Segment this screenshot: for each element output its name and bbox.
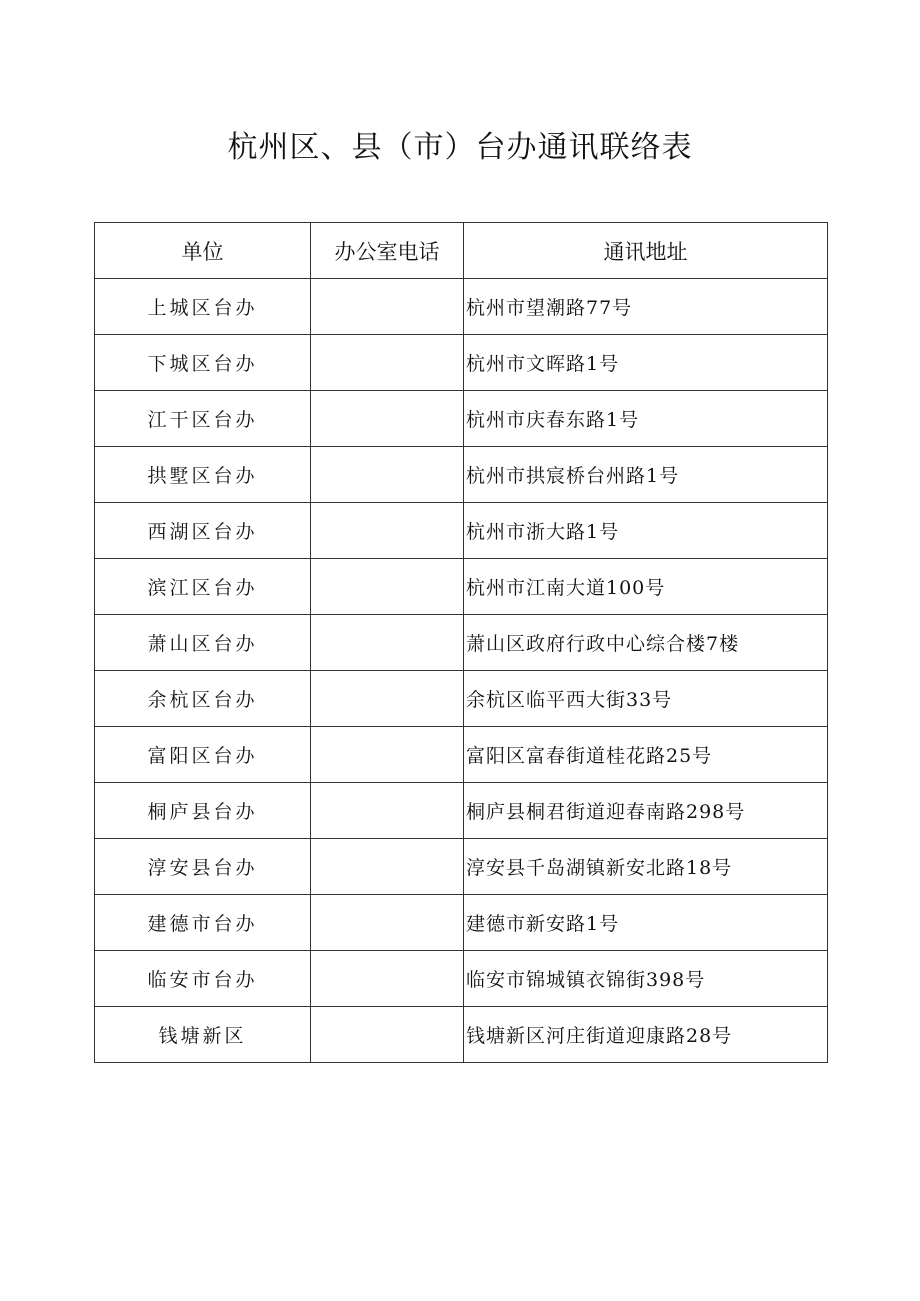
table-row — [95, 727, 828, 783]
table-row — [95, 895, 828, 951]
unit-cell: 江干区台办 — [95, 391, 311, 447]
unit-cell: 桐庐县台办 — [95, 783, 311, 839]
phone-cell — [311, 447, 464, 503]
address-cell: 钱塘新区河庄街道迎康路28号 — [464, 1007, 828, 1063]
unit-cell: 拱墅区台办 — [95, 447, 311, 503]
phone-cell — [311, 559, 464, 615]
unit-cell: 西湖区台办 — [95, 503, 311, 559]
phone-cell — [311, 615, 464, 671]
address-cell: 临安市锦城镇衣锦街398号 — [464, 951, 828, 1007]
table-row — [95, 447, 828, 503]
contact-table — [94, 222, 828, 1063]
phone-cell — [311, 727, 464, 783]
table-row — [95, 671, 828, 727]
table-row — [95, 951, 828, 1007]
header-phone: 办公室电话 — [311, 223, 464, 279]
address-cell: 杭州市文晖路1号 — [464, 335, 828, 391]
table-row — [95, 391, 828, 447]
phone-cell — [311, 895, 464, 951]
unit-cell: 萧山区台办 — [95, 615, 311, 671]
phone-cell — [311, 671, 464, 727]
address-cell: 淳安县千岛湖镇新安北路18号 — [464, 839, 828, 895]
page-title: 杭州区、县（市）台办通讯联络表 — [227, 130, 693, 165]
address-cell: 杭州市拱宸桥台州路1号 — [464, 447, 828, 503]
unit-cell: 临安市台办 — [95, 951, 311, 1007]
header-address: 通讯地址 — [464, 223, 828, 279]
address-cell: 桐庐县桐君街道迎春南路298号 — [464, 783, 828, 839]
phone-cell — [311, 951, 464, 1007]
table-row — [95, 615, 828, 671]
unit-cell: 富阳区台办 — [95, 727, 311, 783]
header-unit: 单位 — [95, 223, 311, 279]
table-row — [95, 335, 828, 391]
phone-cell — [311, 335, 464, 391]
phone-cell — [311, 839, 464, 895]
address-cell: 杭州市浙大路1号 — [464, 503, 828, 559]
address-cell: 余杭区临平西大街33号 — [464, 671, 828, 727]
address-cell: 建德市新安路1号 — [464, 895, 828, 951]
unit-cell: 滨江区台办 — [95, 559, 311, 615]
unit-cell: 建德市台办 — [95, 895, 311, 951]
unit-cell: 淳安县台办 — [95, 839, 311, 895]
address-cell: 杭州市江南大道100号 — [464, 559, 828, 615]
phone-cell — [311, 783, 464, 839]
table-row — [95, 839, 828, 895]
table-header-row — [95, 223, 828, 279]
address-cell: 杭州市望潮路77号 — [464, 279, 828, 335]
unit-cell: 下城区台办 — [95, 335, 311, 391]
table-row — [95, 559, 828, 615]
phone-cell — [311, 1007, 464, 1063]
phone-cell — [311, 503, 464, 559]
table-row — [95, 279, 828, 335]
table-row — [95, 1007, 828, 1063]
phone-cell — [311, 279, 464, 335]
table-row — [95, 503, 828, 559]
address-cell: 富阳区富春街道桂花路25号 — [464, 727, 828, 783]
address-cell: 萧山区政府行政中心综合楼7楼 — [464, 615, 828, 671]
phone-cell — [311, 391, 464, 447]
table-row — [95, 783, 828, 839]
address-cell: 杭州市庆春东路1号 — [464, 391, 828, 447]
unit-cell: 余杭区台办 — [95, 671, 311, 727]
unit-cell: 上城区台办 — [95, 279, 311, 335]
unit-cell: 钱塘新区 — [95, 1007, 311, 1063]
